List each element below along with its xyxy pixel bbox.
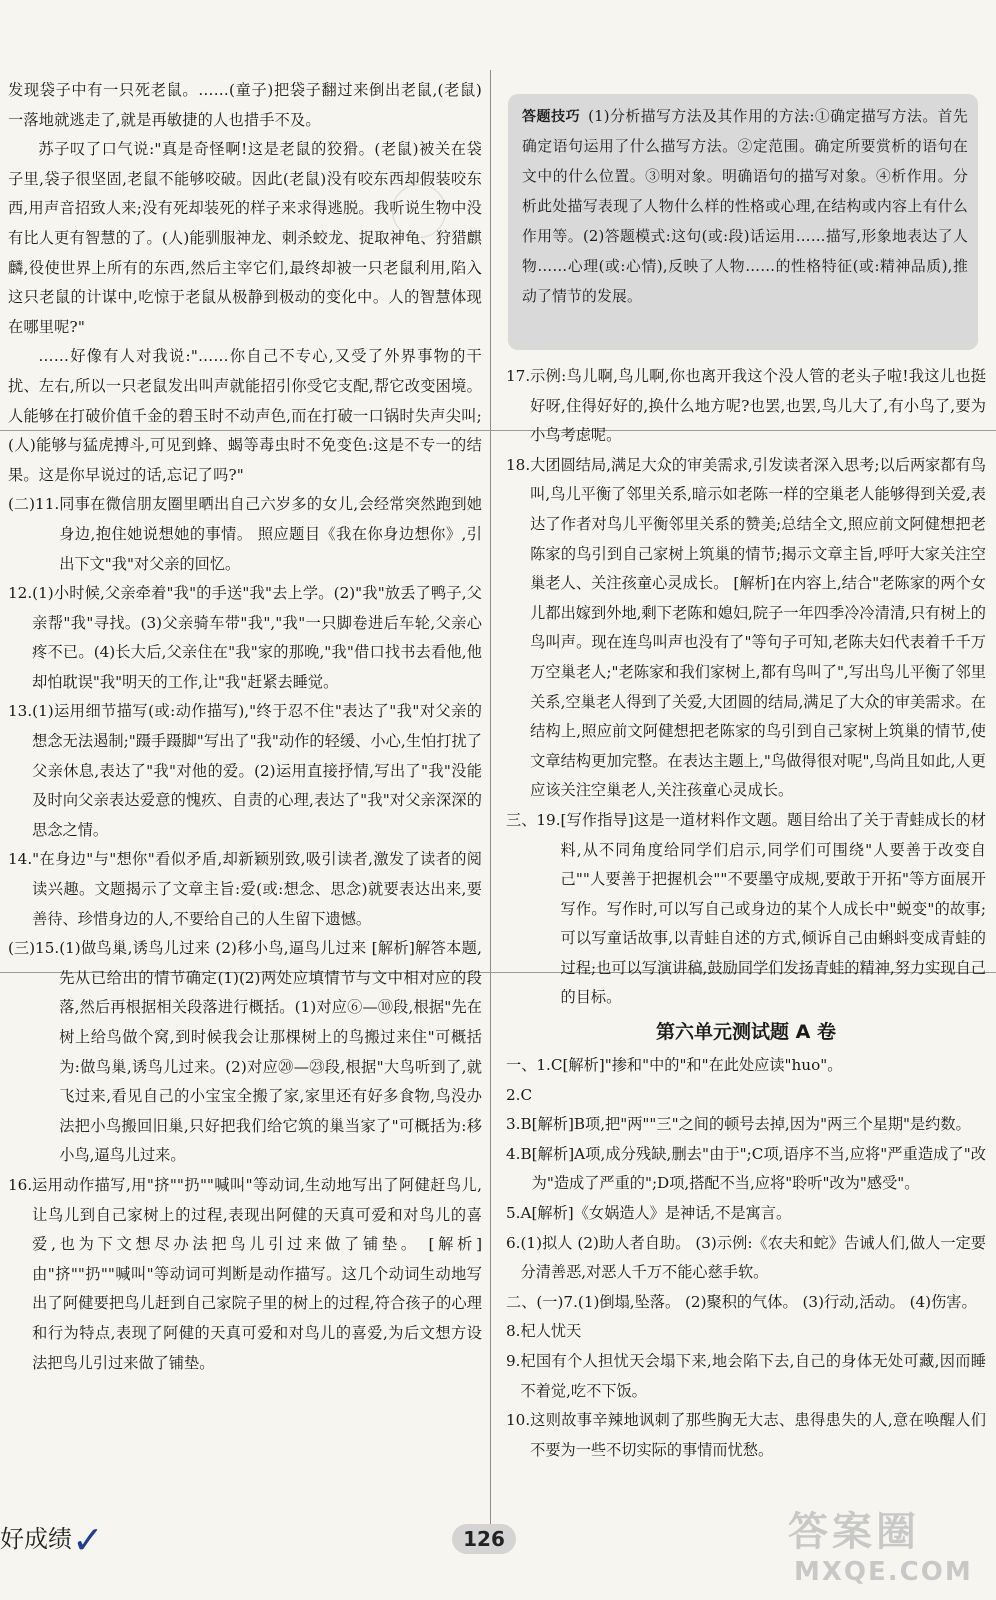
translation-paragraph-2: 苏子叹了口气说:"真是奇怪啊!这是老鼠的狡猾。(老鼠)被关在袋子里,袋子很坚固,老鼠不能够咬破。因此(老鼠)没有咬东西却假装咬东西,用声音招致人来;没有死却装死的样子来求得逃脱。我听说生物中没有比人更有智慧的了。(人)能驯服神龙、刺杀蛟龙、捉取神龟、狩猎麒麟,役使世界上所有的东西,然后主宰它们,最终却被一只老鼠利用,陷入这只老鼠的计谋中,吃惊于老鼠从极静到极动的变化中。人的智慧体现在哪里呢?": [8, 140, 482, 336]
item-text: (1)小时候,父亲牵着"我"的手送"我"去上学。(2)"我"放丢了鸭子,父亲帮"我"寻找。(3)父亲骑车带"我","我"一只脚卷进后车轮,父亲心疼不已。(4)长大后,父亲住在"我"家的那晚,"我"借口找书去看他,他却怕耽误"我"明天的工作,让"我"赶紧去睡觉。: [32, 584, 482, 691]
brand-logo: [0, 1512, 104, 1562]
item-text: [解析]A项,成分残缺,删去"由于";C项,语序不当,应将"严重造成了"改为"造成了严重的";D项,搭配不当,应将"聆听"改为"感受"。: [531, 1144, 986, 1193]
item-text: 同事在微信朋友圈里晒出自己六岁多的女儿,会经常突然跑到她身边,抱住她说想她的事情。 照应题目《我在你身边想你》,引出下文"我"对父亲的回忆。: [59, 495, 482, 573]
item-text: [写作指导]这是一道材料作文题。题目给出了关于青蛙成长的材料,从不同角度给同学们启示,同学们可围绕"人要善于改变自己""人要善于把握机会""不要墨守成规,要敢于开拓"等方面展开写作。写作时,可以写自己或身边的某个人成长中"蜕变"的故事;可以写童话故事,以青蛙自述的方式,倾诉自己由蝌蚪变成青蛙的过程;也可以写演讲稿,鼓励同学们发扬青蛙的精神,努力实现自己的目标。: [560, 810, 986, 1007]
test-item-7: [506, 1288, 986, 1318]
page-number: 126: [452, 1524, 516, 1554]
item-text: 大团圆结局,满足大众的审美需求,引发读者深入思考;以后两家都有鸟叫,鸟儿平衡了邻里关系,暗示如老陈一样的空巢老人能够得到关爱,表达了作者对鸟儿平衡邻里关系的赞美;总结全文,照应前文阿健想把老陈家的鸟引到自己家树上筑巢的情节;揭示文章主旨,呼吁大家关注空巢老人、关注孩童心灵成长。 [解析]在内容上,结合"老陈家的两个女儿都出嫁到外地,剩下老陈和媳妇,院子一年四季冷冷清清,只有树上的鸟叫声。现在连鸟叫声也没有了"等句子可知,老陈夫妇代表着千千万万空巢老人;"老陈家和我们家树上,都有鸟叫了",写出鸟儿平衡了邻里关系,空巢老人得到了关爱,大团圆的结局,满足了大众的审美需求。在结构上,照应前文阿健想把老陈家的鸟引到自己家树上筑巢的情节,使文章结构更加完整。在表达主题上,"鸟做得很对呢",鸟尚且如此,人更应该关注空巢老人,关注孩童心灵成长。: [530, 455, 986, 800]
answer-item-11: [8, 490, 482, 579]
watermark-url: MXQE.COM: [794, 1557, 973, 1587]
item-number: 4.B: [506, 1144, 532, 1163]
answer-item-15: [8, 934, 482, 1171]
test-item-2: [506, 1081, 986, 1111]
item-text: 杞人忧天: [520, 1322, 582, 1341]
item-number: 5.A: [506, 1204, 532, 1223]
left-column: [8, 76, 482, 1378]
brand-text: 好成绩: [0, 1525, 72, 1553]
item-text: [532, 1081, 986, 1111]
test-item-8: [506, 1317, 986, 1347]
watermark-title: 答案圈: [788, 1509, 920, 1555]
test-item-6: [506, 1229, 986, 1288]
item-text: "在身边"与"想你"看似矛盾,却新颖别致,吸引读者,激发了读者的阅读兴趣。文题揭示了文章主旨:爱(或:想念、思念)就要表达出来,要善待、珍惜身边的人,不要给自己的人生留下遗憾。: [32, 850, 482, 928]
item-number: 13.: [8, 702, 33, 721]
unit-test-title: 第六单元测试题 A 卷: [656, 1021, 836, 1044]
translation-paragraph-3: ……好像有人对我说:"……你自己不专心,又受了外界事物的干扰、左右,所以一只老鼠发出叫声就能招引你受它支配,帮它改变困境。人能够在打破价值千金的碧玉时不动声色,而在打破一口锅时失声尖叫;(人)能够与猛虎搏斗,可见到蜂、蝎等毒虫时不免变色:这是不专一的结果。这是你早说过的话,忘记了吗?": [8, 347, 482, 484]
item-number: 6.: [506, 1233, 521, 1252]
item-text: [解析]B项,把"两""三"之间的顿号去掉,因为"两三个星期"是约数。: [531, 1115, 971, 1134]
item-number: 12.: [8, 584, 33, 603]
item-text: 示例:鸟儿啊,鸟儿啊,你也离开我这个没人管的老头子啦!我这儿也挺好呀,住得好好的,换什么地方呢?也罢,也罢,鸟儿大了,有小鸟了,要为小鸟考虑呢。: [530, 367, 986, 445]
test-item-3: [506, 1110, 986, 1140]
checkmark-icon: ✓: [72, 1518, 104, 1562]
item-text: 杞国有个人担忧天会塌下来,地会陷下去,自己的身体无处可藏,因而睡不着觉,吃不下饭。: [520, 1352, 986, 1400]
item-number: 8.: [506, 1322, 521, 1341]
item-number: 2.C: [506, 1085, 533, 1104]
test-item-4: [506, 1140, 986, 1199]
item-text: 运用动作描写,用"挤""扔""喊叫"等动词,生动地写出了阿健赶鸟儿,让鸟儿到自己家树上的过程,表现出阿健的天真可爱和对鸟儿的喜爱,也为下文想尽办法把鸟儿引过来做了铺垫。 [解析]由"挤""扔""喊叫"等动词可判断是动作描写。这几个动词生动地写出了阿健要把鸟儿赶到自己家院子里的树上的过程,符合孩子的心理和行为特点,表现了阿健的天真可爱和对鸟儿的喜爱,为后文想方设法把鸟儿引过来做了铺垫。: [32, 1175, 482, 1372]
item-number: (二)11.: [8, 495, 60, 514]
item-number: 16.: [8, 1175, 33, 1194]
item-number: 三、19.: [506, 810, 561, 829]
item-number: (三)15.: [8, 939, 60, 958]
item-number: 14.: [8, 850, 33, 869]
item-text: (1)运用细节描写(或:动作描写),"终于忍不住"表达了"我"对父亲的想念无法遏制;"蹑手蹑脚"写出了"我"动作的轻缓、小心,生怕打扰了父亲休息,表达了"我"对他的爱。(2)运用直接抒情,写出了"我"没能及时向父亲表达爱意的愧疚、自责的心理,表达了"我"对父亲深深的思念之情。: [32, 702, 482, 839]
answer-item-12: [8, 579, 482, 697]
item-number: 一、1.C: [506, 1056, 563, 1075]
answer-item-13: [8, 697, 482, 845]
translation-paragraph-1: 发现袋子中有一只死老鼠。……(童子)把袋子翻过来倒出老鼠,(老鼠)一落地就逃走了,就是再敏捷的人也措手不及。: [8, 81, 482, 129]
test-item-1: [506, 1051, 986, 1081]
item-text: (1)倒塌,坠落。 (2)聚积的气体。 (3)行动,活动。 (4)伤害。: [577, 1292, 977, 1311]
item-text: [解析]"掺和"中的"和"在此处应读"huo"。: [562, 1056, 843, 1075]
item-text: (1)做鸟巢,诱鸟儿过来 (2)移小鸟,逼鸟儿过来 [解析]解答本题,先从已给出的情节确定(1)(2)两处应填情节与文中相对应的段落,然后再根据相关段落进行概括。(1)对应⑥—⑩段,根据"先在树上给鸟做个窝,到时候我会让那棵树上的鸟搬过来住"可概括为:做鸟巢,诱鸟儿过来。(2)对应⑳—㉓段,根据"大鸟听到了,就飞过来,看见自己的小宝宝全搬了家,家里还有好多食物,鸟没办法把小鸟搬回旧巢,只好把我们给它筑的巢当家了"可概括为:移小鸟,逼鸟儿过来。: [59, 939, 482, 1165]
item-text: (1)拟人 (2)助人者自助。 (3)示例:《农夫和蛇》告诫人们,做人一定要分清善恶,对恶人千万不能心慈手软。: [520, 1233, 986, 1282]
right-column: [506, 362, 986, 1465]
tips-title: 答题技巧: [522, 109, 581, 125]
item-number: 17.: [506, 367, 531, 385]
item-number: 18.: [506, 455, 531, 474]
column-divider: [490, 70, 491, 1550]
test-item-9: [506, 1347, 986, 1406]
item-text: [解析]《女娲造人》是神话,不是寓言。: [531, 1204, 792, 1223]
tips-text: (1)分析描写方法及其作用的方法:①确定描写方法。首先确定语句运用了什么描写方法。②定范围。确定所要赏析的语句在文中的什么位置。③明对象。明确语句的描写对象。④析作用。分析此处描写表现了人物什么样的性格或心理,在结构或内容上有什么作用等。(2)答题模式:这句(或:段)话运用……描写,形象地表达了人物……心理(或:心情),反映了人物……的性格特征(或:精神品质),推动了情节的发展。: [522, 108, 968, 305]
answer-item-16: [8, 1171, 482, 1378]
answer-tips-box: [508, 94, 978, 350]
answer-item-14: [8, 845, 482, 934]
answer-item-18: [506, 451, 986, 806]
item-number: 二、(一)7.: [506, 1292, 578, 1311]
site-watermark: [788, 1500, 988, 1600]
item-number: 10.: [506, 1411, 531, 1430]
item-text: 这则故事辛辣地讽刺了那些胸无大志、患得患失的人,意在唤醒人们不要为一些不切实际的事情而忧愁。: [530, 1411, 986, 1459]
answer-item-19: [506, 806, 986, 1013]
item-number: 9.: [506, 1352, 521, 1370]
test-item-10: [506, 1406, 986, 1465]
test-item-5: [506, 1199, 986, 1229]
item-number: 3.B: [506, 1115, 532, 1134]
answer-item-17: [506, 362, 986, 451]
